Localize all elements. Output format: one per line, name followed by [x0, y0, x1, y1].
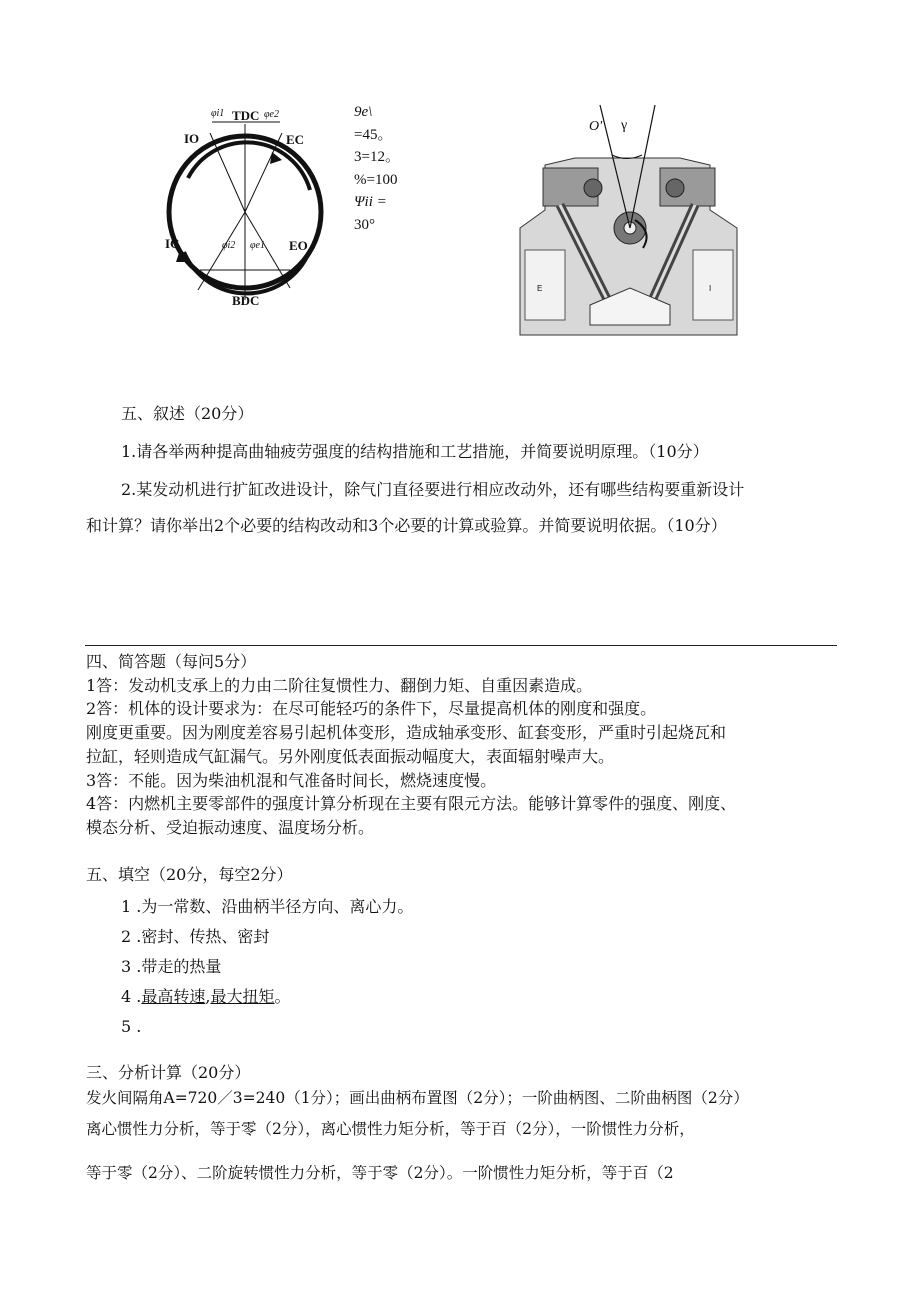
fill-answer-4-end: 。 [274, 987, 291, 1006]
answer-1: 1答：发动机支承上的力由二阶往复惯性力、翻倒力矩、自重因素造成。 [86, 675, 593, 695]
essay-question-2-cont: 和计算？请你举出2个必要的结构改动和3个必要的计算或验算。并简要说明依据。（10分） [86, 516, 727, 535]
label-phi-i1: φi1 [211, 108, 225, 119]
label-ic: IC [165, 236, 180, 251]
label-phi-i2: φi2 [222, 240, 236, 251]
fill-answer-4-sep: , [205, 987, 211, 1006]
param-line: %=100 [354, 171, 398, 188]
fill-answer-1: 1 .为一常数、沿曲柄半径方向、离心力。 [121, 897, 414, 916]
param-line: 9e\ [354, 104, 373, 120]
answers-title: 四、简答题（每问5分） [86, 652, 257, 671]
ic-line [198, 212, 245, 290]
fill-answer-3: 3 .带走的热量 [121, 957, 222, 976]
port-intake [693, 250, 733, 320]
answer-2-line-2: 刚度更重要。因为刚度差容易引起机体变形，造成轴承变形、缸套变形，严重时引起烧瓦和 [86, 723, 727, 743]
label-bdc: BDC [232, 293, 260, 308]
port-exhaust [525, 250, 565, 320]
calc-line-1: 发火间隔角A=720／3=240（1分）；画出曲柄布置图（2分）；一阶曲柄图、二阶曲柄图（2分） [86, 1089, 749, 1107]
fill-answer-2: 2 .密封、传热、密封 [121, 927, 270, 946]
fill-answer-5: 5 . [121, 1017, 142, 1036]
label-gamma: γ [621, 118, 628, 133]
param-line: 30° [354, 216, 375, 233]
fill-answer-4-a: 最高转速 [141, 987, 206, 1006]
label-ec: EC [286, 132, 305, 147]
label-phi-e2: φe2 [264, 109, 279, 120]
param-line: =45。 [354, 126, 393, 143]
calc-line-2: 离心惯性力分析，等于零（2分），离心惯性力矩分析，等于百（2分），一阶惯性力分析， [86, 1120, 695, 1138]
calc-line-3: 等于零（2分）、二阶旋转惯性力分析，等于零（2分）。一阶惯性力矩分析，等于百（2 [86, 1164, 674, 1182]
cylinder-head-diagram [515, 100, 740, 340]
answer-4-line-2: 模态分析、受迫振动速度、温度场分析。 [86, 817, 375, 837]
label-o-prime: O' [589, 119, 603, 134]
fill-answer-4 [121, 987, 291, 1007]
label-eo: EO [289, 238, 308, 253]
label-i: I [709, 284, 712, 293]
camshaft-left [584, 179, 602, 197]
answers-block [86, 650, 736, 840]
answer-2-line-3: 拉缸，轻则造成气缸漏气。另外刚度低表面振动幅度大，表面辐射噪声大。 [86, 746, 615, 766]
label-e: E [537, 284, 543, 293]
label-io: IO [184, 131, 200, 146]
param-list [354, 101, 400, 236]
label-phi-e1: φe1 [250, 240, 265, 251]
calc-section-title: 三、分析计算（20分） [86, 1063, 251, 1082]
answer-4: 4答：内燃机主要零部件的强度计算分析现在主要有限元方法。能够计算零件的强度、刚度、 [86, 794, 737, 814]
camshaft-right [666, 179, 684, 197]
answer-3: 3答：不能。因为柴油机混和气准备时间长，燃烧速度慢。 [86, 770, 497, 790]
fill-answer-4-b: 最大扭矩 [210, 987, 275, 1006]
fill-section-title: 五、填空（20分，每空2分） [86, 865, 293, 884]
answer-2: 2答：机体的设计要求为：在尽可能轻巧的条件下，尽量提高机体的刚度和强度。 [86, 699, 657, 719]
section-divider [85, 645, 837, 646]
essay-question-2: 2.某发动机进行扩缸改进设计，除气门直径要进行相应改动外，还有哪些结构要重新设计 [121, 480, 745, 499]
param-line: 3=12。 [354, 149, 400, 165]
essay-section-title: 五、叙述（20分） [121, 404, 254, 423]
label-tdc: TDC [232, 108, 260, 123]
param-line: Ψii = [354, 194, 387, 210]
fill-answer-4-prefix: 4 . [121, 987, 142, 1006]
essay-question-1: 1.请各举两种提高曲轴疲劳强度的结构措施和工艺措施，并简要说明原理。（10分） [121, 442, 709, 461]
